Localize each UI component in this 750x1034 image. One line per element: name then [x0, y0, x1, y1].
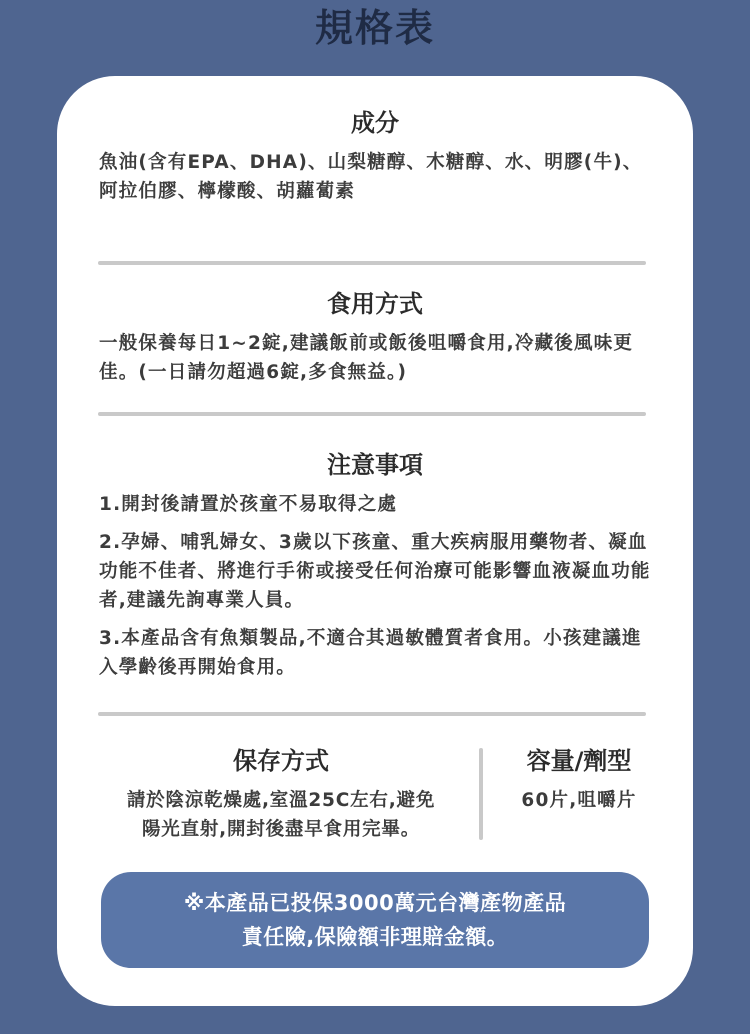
storage-text-line-1: 請於陰涼乾燥處,室溫25C左右,避免: [126, 790, 436, 811]
section-divider: [98, 261, 646, 265]
usage-section: [99, 287, 651, 387]
vertical-divider: [479, 748, 483, 840]
usage-title: 食用方式: [327, 290, 423, 318]
capacity-title: 容量/劑型: [526, 747, 632, 775]
notes-title: 注意事項: [327, 451, 423, 479]
usage-text: 一般保養每日1~2錠,建議飯前或飯後咀嚼食用,冷藏後風味更佳。(一日請勿超過6錠,多食無益。): [99, 333, 634, 383]
note-item-1: 1.開封後請置於孩童不易取得之處: [99, 494, 398, 515]
note-item-3: 3.本產品含有魚類製品,不適合其過敏體質者食用。小孩建議進入學齡後再開始食用。: [99, 628, 642, 678]
storage-title: 保存方式: [233, 747, 329, 775]
note-item-2: 2.孕婦、哺乳婦女、3歲以下孩童、重大疾病服用藥物者、凝血功能不佳者、將進行手術或接受任何治療可能影響血液凝血功能者,建議先詢專業人員。: [99, 532, 651, 611]
insurance-banner-line-2: 責任險,保險額非理賠金額。: [241, 925, 509, 949]
insurance-banner-line-1: ※本產品已投保3000萬元台灣產物產品: [183, 891, 567, 915]
spec-card: [57, 76, 693, 1006]
ingredients-section: [99, 106, 651, 206]
ingredients-title: 成分: [351, 109, 399, 137]
section-divider: [98, 412, 646, 416]
section-divider: [98, 712, 646, 716]
capacity-section: [489, 744, 669, 815]
storage-section: [87, 744, 475, 844]
page-title: 規格表: [314, 6, 435, 50]
capacity-value: 60片,咀嚼片: [521, 790, 637, 811]
storage-text-line-2: 陽光直射,開封後盡早食用完畢。: [141, 819, 421, 840]
notes-section: [99, 448, 651, 691]
insurance-banner: [101, 872, 649, 968]
ingredients-text: 魚油(含有EPA、DHA)、山梨糖醇、木糖醇、水、明膠(牛)、阿拉伯膠、檸檬酸、胡蘿蔔素: [99, 152, 643, 202]
